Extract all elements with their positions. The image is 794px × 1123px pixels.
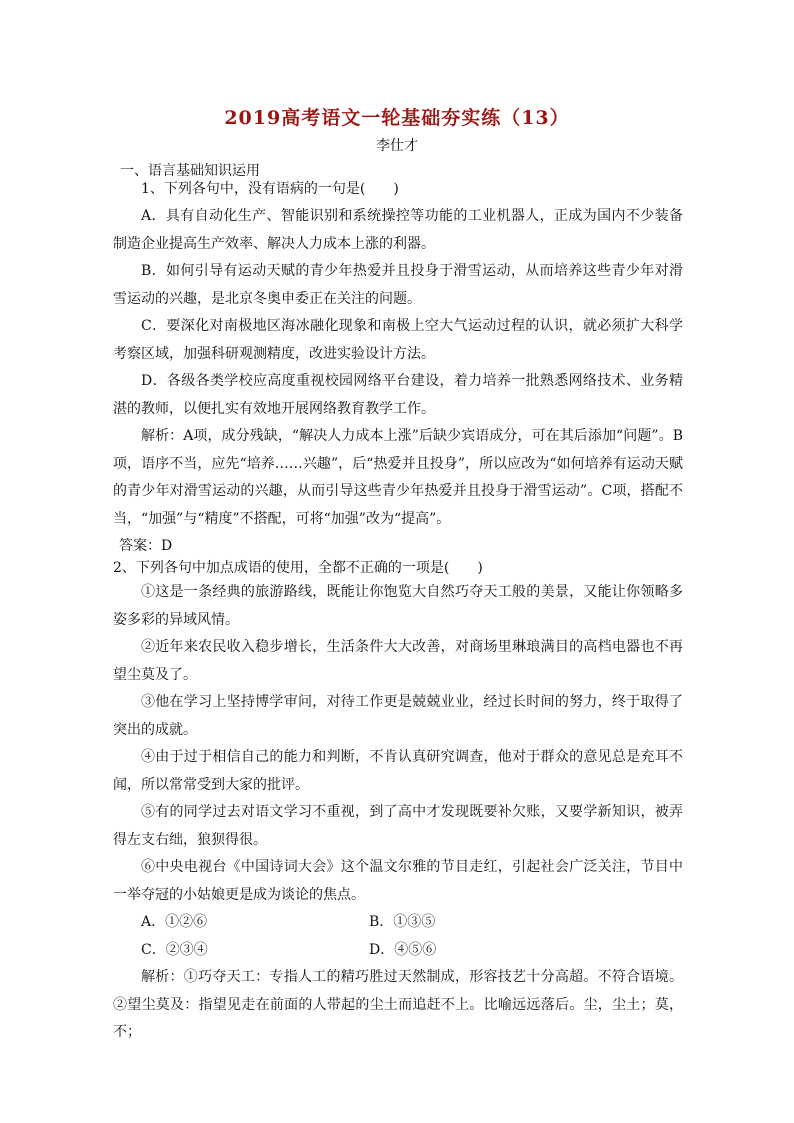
question-2-option-c: C．②③④	[141, 941, 208, 958]
question-2-option-b: B．①③⑤	[369, 914, 436, 930]
question-1-option-b: B．如何引导有运动天赋的青少年热爱并且投身于滑雪运动，从而培养这些青少年对滑雪运动的兴趣，是北京冬奥申委正在关注的问题。	[113, 263, 683, 307]
question-2-sentence-4: ④由于过于相信自己的能力和判断，不肯认真研究调查，他对于群众的意见总是充耳不闻，所以常常受到大家的批评。	[113, 749, 683, 793]
section-heading: 一、语言基础知识运用	[120, 163, 260, 179]
question-1-option-a: A．具有自动化生产、智能识别和系统操控等功能的工业机器人，正成为国内不少装备制造企业提高生产效率、解决人力成本上涨的利器。	[113, 208, 683, 252]
question-2-analysis: 解析：①巧夺天工：专指人工的精巧胜过天然制成，形容技艺十分高超。不符合语境。②望尘莫及：指望见走在前面的人带起的尘土而追赶不上。比喻远远落后。尘，尘土；莫，不；	[113, 969, 683, 1040]
question-2-option-a: A．①②⑥	[141, 914, 208, 930]
question-2-options-row-2	[113, 937, 683, 965]
document-body	[113, 178, 683, 1047]
question-2-sentence-2: ②近年来农民收入稳步增长，生活条件大大改善，对商场里琳琅满目的高档电器也不再望尘莫及了。	[113, 639, 683, 683]
question-2-sentence-5: ⑤有的同学过去对语文学习不重视，到了高中才发现既要补欠账，又要学新知识，被弄得左支右绌，狼狈得很。	[113, 804, 683, 848]
document-title: 2019高考语文一轮基础夯实练（13）	[224, 107, 570, 129]
question-1-stem: 1、下列各句中，没有语病的一句是( )	[141, 181, 399, 197]
question-1-answer: 答案：D	[119, 538, 173, 554]
question-2-stem: 2、下列各句中加点成语的使用，全都不正确的一项是( )	[113, 560, 483, 576]
author-name: 李仕才	[376, 138, 418, 154]
question-1-analysis: 解析：A项，成分残缺，“解决人力成本上涨”后缺少宾语成分，可在其后添加“问题”。B项，语序不当，应先“培养……兴趣”，后“热爱并且投身”，所以应改为“如何培养有运动天赋的青少年对滑雪运动的兴趣，从而引导这些青少年热爱并且投身于滑雪运动”。C项，搭配不当，“加强”与“精度”不搭配，可将“加强”改为“提高”。	[113, 428, 683, 527]
question-2-option-d: D．④⑤⑥	[369, 941, 437, 958]
question-2-sentence-1: ①这是一条经典的旅游路线，既能让你饱览大自然巧夺天工般的美景，又能让你领略多姿多彩的异域风情。	[113, 584, 683, 628]
question-2-sentence-6: ⑥中央电视台《中国诗词大会》这个温文尔雅的节目走红，引起社会广泛关注，节目中一举夺冠的小姑娘更是成为谈论的焦点。	[113, 859, 683, 903]
question-2-sentence-3: ③他在学习上坚持博学审问，对待工作更是兢兢业业，经过长时间的努力，终于取得了突出的成就。	[113, 694, 683, 738]
question-1-option-d: D．各级各类学校应高度重视校园网络平台建设，着力培养一批熟悉网络技术、业务精湛的教师，以便扎实有效地开展网络教育教学工作。	[113, 373, 683, 417]
question-2-options-row-1	[113, 909, 683, 937]
question-1-option-c: C．要深化对南极地区海冰融化现象和南极上空大气运动过程的认识，就必须扩大科学考察区域，加强科研观测精度，改进实验设计方法。	[113, 318, 683, 362]
